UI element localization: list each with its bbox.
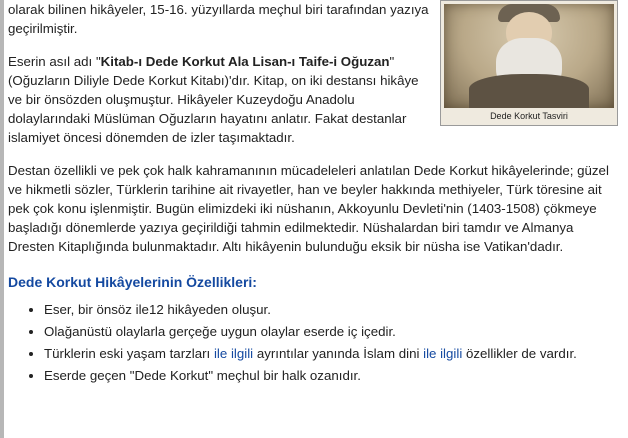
features-list: [8, 300, 620, 385]
text-run: Destan özellikli ve pek çok halk kahramanının mücadeleleri anlatılan Dede Korkut hikâyelerinde; güzel ve hikmetli sözler, Türklerin tarihine ait rivayetler, han ve beyler hakkında methiyeler, Türk töresine ait pek çok konu işlenmiştir. Bugün elimizdeki iki nüshanın, Akkoyunlu Devleti'nin (1403-1508) çökmeye başladığı dönemlerde yazıya geçirildiği tahmin edilmektedir. Nüshalardan biri tamdır ve Almanya Dresten Kitaplığında bulunmaktadır. Altı hikâyenin bulunduğu eksik bir nüsha ise Vatikan'dadır.: [8, 163, 609, 254]
document-content: [8, 0, 620, 388]
text-run: Eserde geçen "Dede Korkut" meçhul bir halk ozanıdır.: [44, 368, 361, 383]
inline-link[interactable]: ile ilgili: [213, 346, 254, 361]
text-run: Olağanüstü olaylarla gerçeğe uygun olaylar eserde iç içedir.: [44, 324, 396, 339]
paragraph-3: [8, 161, 620, 256]
figure-dede-korkut: [440, 0, 618, 126]
figure-wrapper: [440, 0, 620, 126]
body-shape-icon: [469, 74, 589, 108]
list-item: [44, 344, 620, 363]
bold-text: Kitab-ı Dede Korkut Ala Lisan-ı Taife-i Oğuzan: [100, 54, 390, 69]
figure-caption: Dede Korkut Tasviri: [490, 111, 568, 121]
text-run: Eserin asıl adı ": [8, 54, 101, 69]
left-margin-rule: [0, 0, 4, 438]
list-item: [44, 300, 620, 319]
section-heading: Dede Korkut Hikâyelerinin Özellikleri:: [8, 274, 257, 290]
text-run: ayrıntılar yanında İslam dini: [253, 346, 424, 361]
text-run: olarak bilinen hikâyeler, 15-16. yüzyıllarda meçhul biri tarafından yazıya geçirilmiştir.: [8, 2, 429, 36]
text-run: Eser, bir önsöz ile12 hikâyeden oluşur.: [44, 302, 271, 317]
text-run: Türklerin eski yaşam tarzları: [44, 346, 214, 361]
list-item: [44, 322, 620, 341]
list-item: [44, 366, 620, 385]
inline-link[interactable]: ile ilgili: [423, 346, 463, 361]
portrait-image: [444, 4, 614, 108]
text-run: " (Oğuzların Diliyle Dede Korkut Kitabı)'dır. Kitap, on iki destansı hikâye ve bir önsözden oluşmuştur. Hikâyeler Kuzeydoğu Anadolu dolaylarındaki Müslüman Oğuzların hayatını anlatır. Fakat destanlar islamiyet öncesi dönemden de izler taşımaktadır.: [8, 54, 419, 145]
text-run: özellikler de vardır.: [462, 346, 577, 361]
